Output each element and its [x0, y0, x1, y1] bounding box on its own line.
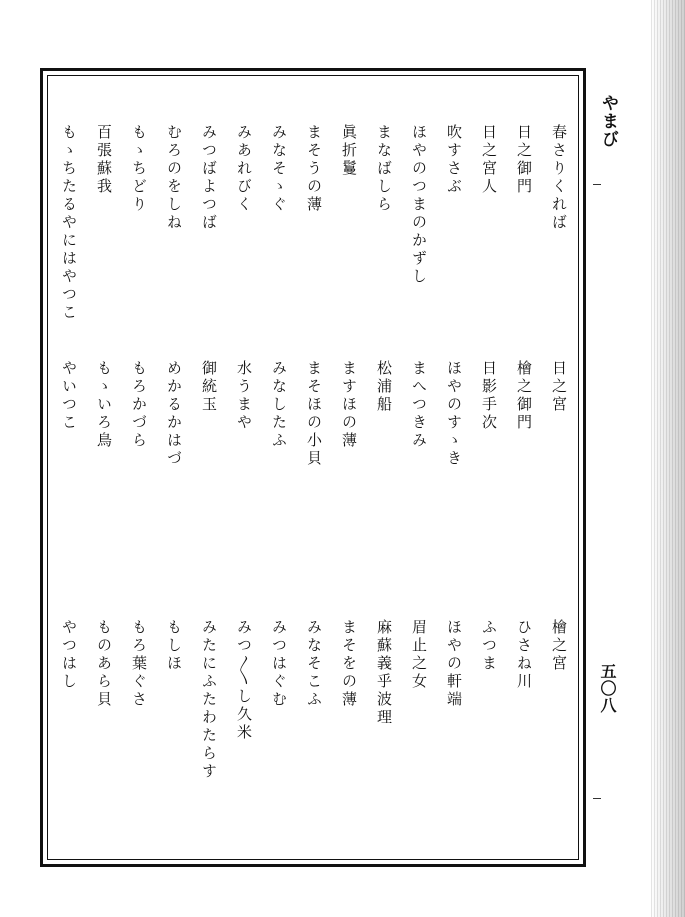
word-entry: 松浦船 — [375, 360, 393, 414]
margin-tick-mark — [593, 798, 601, 799]
word-entry: もしほ — [165, 619, 183, 673]
word-entry: みつ〳〵し久米 — [235, 619, 253, 742]
word-entry: 百張蘇我 — [95, 124, 113, 196]
word-entry: 日之宮 — [550, 360, 568, 414]
word-entry: 水うまや — [235, 360, 253, 432]
word-entry: めかるかはづ — [165, 360, 183, 468]
word-entry: みつはぐむ — [270, 619, 288, 709]
word-entry: ほやのつまのかずし — [410, 124, 428, 286]
word-entry: 眉止之女 — [410, 619, 428, 691]
book-page-edge — [651, 0, 685, 917]
word-entry: ひさね川 — [515, 619, 533, 691]
word-entry: みなしたふ — [270, 360, 288, 450]
running-header-title: やまび — [598, 94, 618, 148]
word-entry: もゝいろ鳥 — [95, 360, 113, 450]
word-entry: ものあら貝 — [95, 619, 113, 709]
margin-tick-mark — [593, 184, 601, 185]
word-entry: 檜之御門 — [515, 360, 533, 432]
word-entry: まなばしら — [375, 124, 393, 214]
word-entry: みなそゝぐ — [270, 124, 288, 214]
word-entry: 春さりくれば — [550, 124, 568, 232]
word-entry: みつばよつば — [200, 124, 218, 232]
word-entry: もろ葉ぐさ — [130, 619, 148, 709]
word-entry: 檜之宮 — [550, 619, 568, 673]
word-entry: まへつきみ — [410, 360, 428, 450]
word-entry: 日之宮人 — [480, 124, 498, 196]
word-entry: まそうの薄 — [305, 124, 323, 214]
word-entry: 御統玉 — [200, 360, 218, 414]
word-entry: 日之御門 — [515, 124, 533, 196]
word-entry: もゝちたるやにはやつこ — [60, 124, 78, 322]
word-entry: まそをの薄 — [340, 619, 358, 709]
word-entry: 吹すさぶ — [445, 124, 463, 196]
word-entry: みたにふたわたらす — [200, 619, 218, 781]
word-entry: ほやの軒端 — [445, 619, 463, 709]
word-entry: 眞折鬘 — [340, 124, 358, 178]
word-entry: もゝちどり — [130, 124, 148, 214]
word-entry: もろかづら — [130, 360, 148, 450]
word-entry: やつはし — [60, 619, 78, 691]
word-entry: ますほの薄 — [340, 360, 358, 450]
word-entry: ほやのすゝき — [445, 360, 463, 468]
word-entry: むろのをしね — [165, 124, 183, 232]
page-number: 五〇八 — [598, 663, 617, 714]
word-entry: まそほの小貝 — [305, 360, 323, 468]
word-entry: やいつこ — [60, 360, 78, 432]
word-entry: 麻蘇義乎波理 — [375, 619, 393, 727]
word-entry: 日影手次 — [480, 360, 498, 432]
word-entry: ふつま — [480, 619, 498, 673]
word-entry: みなそこふ — [305, 619, 323, 709]
word-entry: みあれびく — [235, 124, 253, 214]
